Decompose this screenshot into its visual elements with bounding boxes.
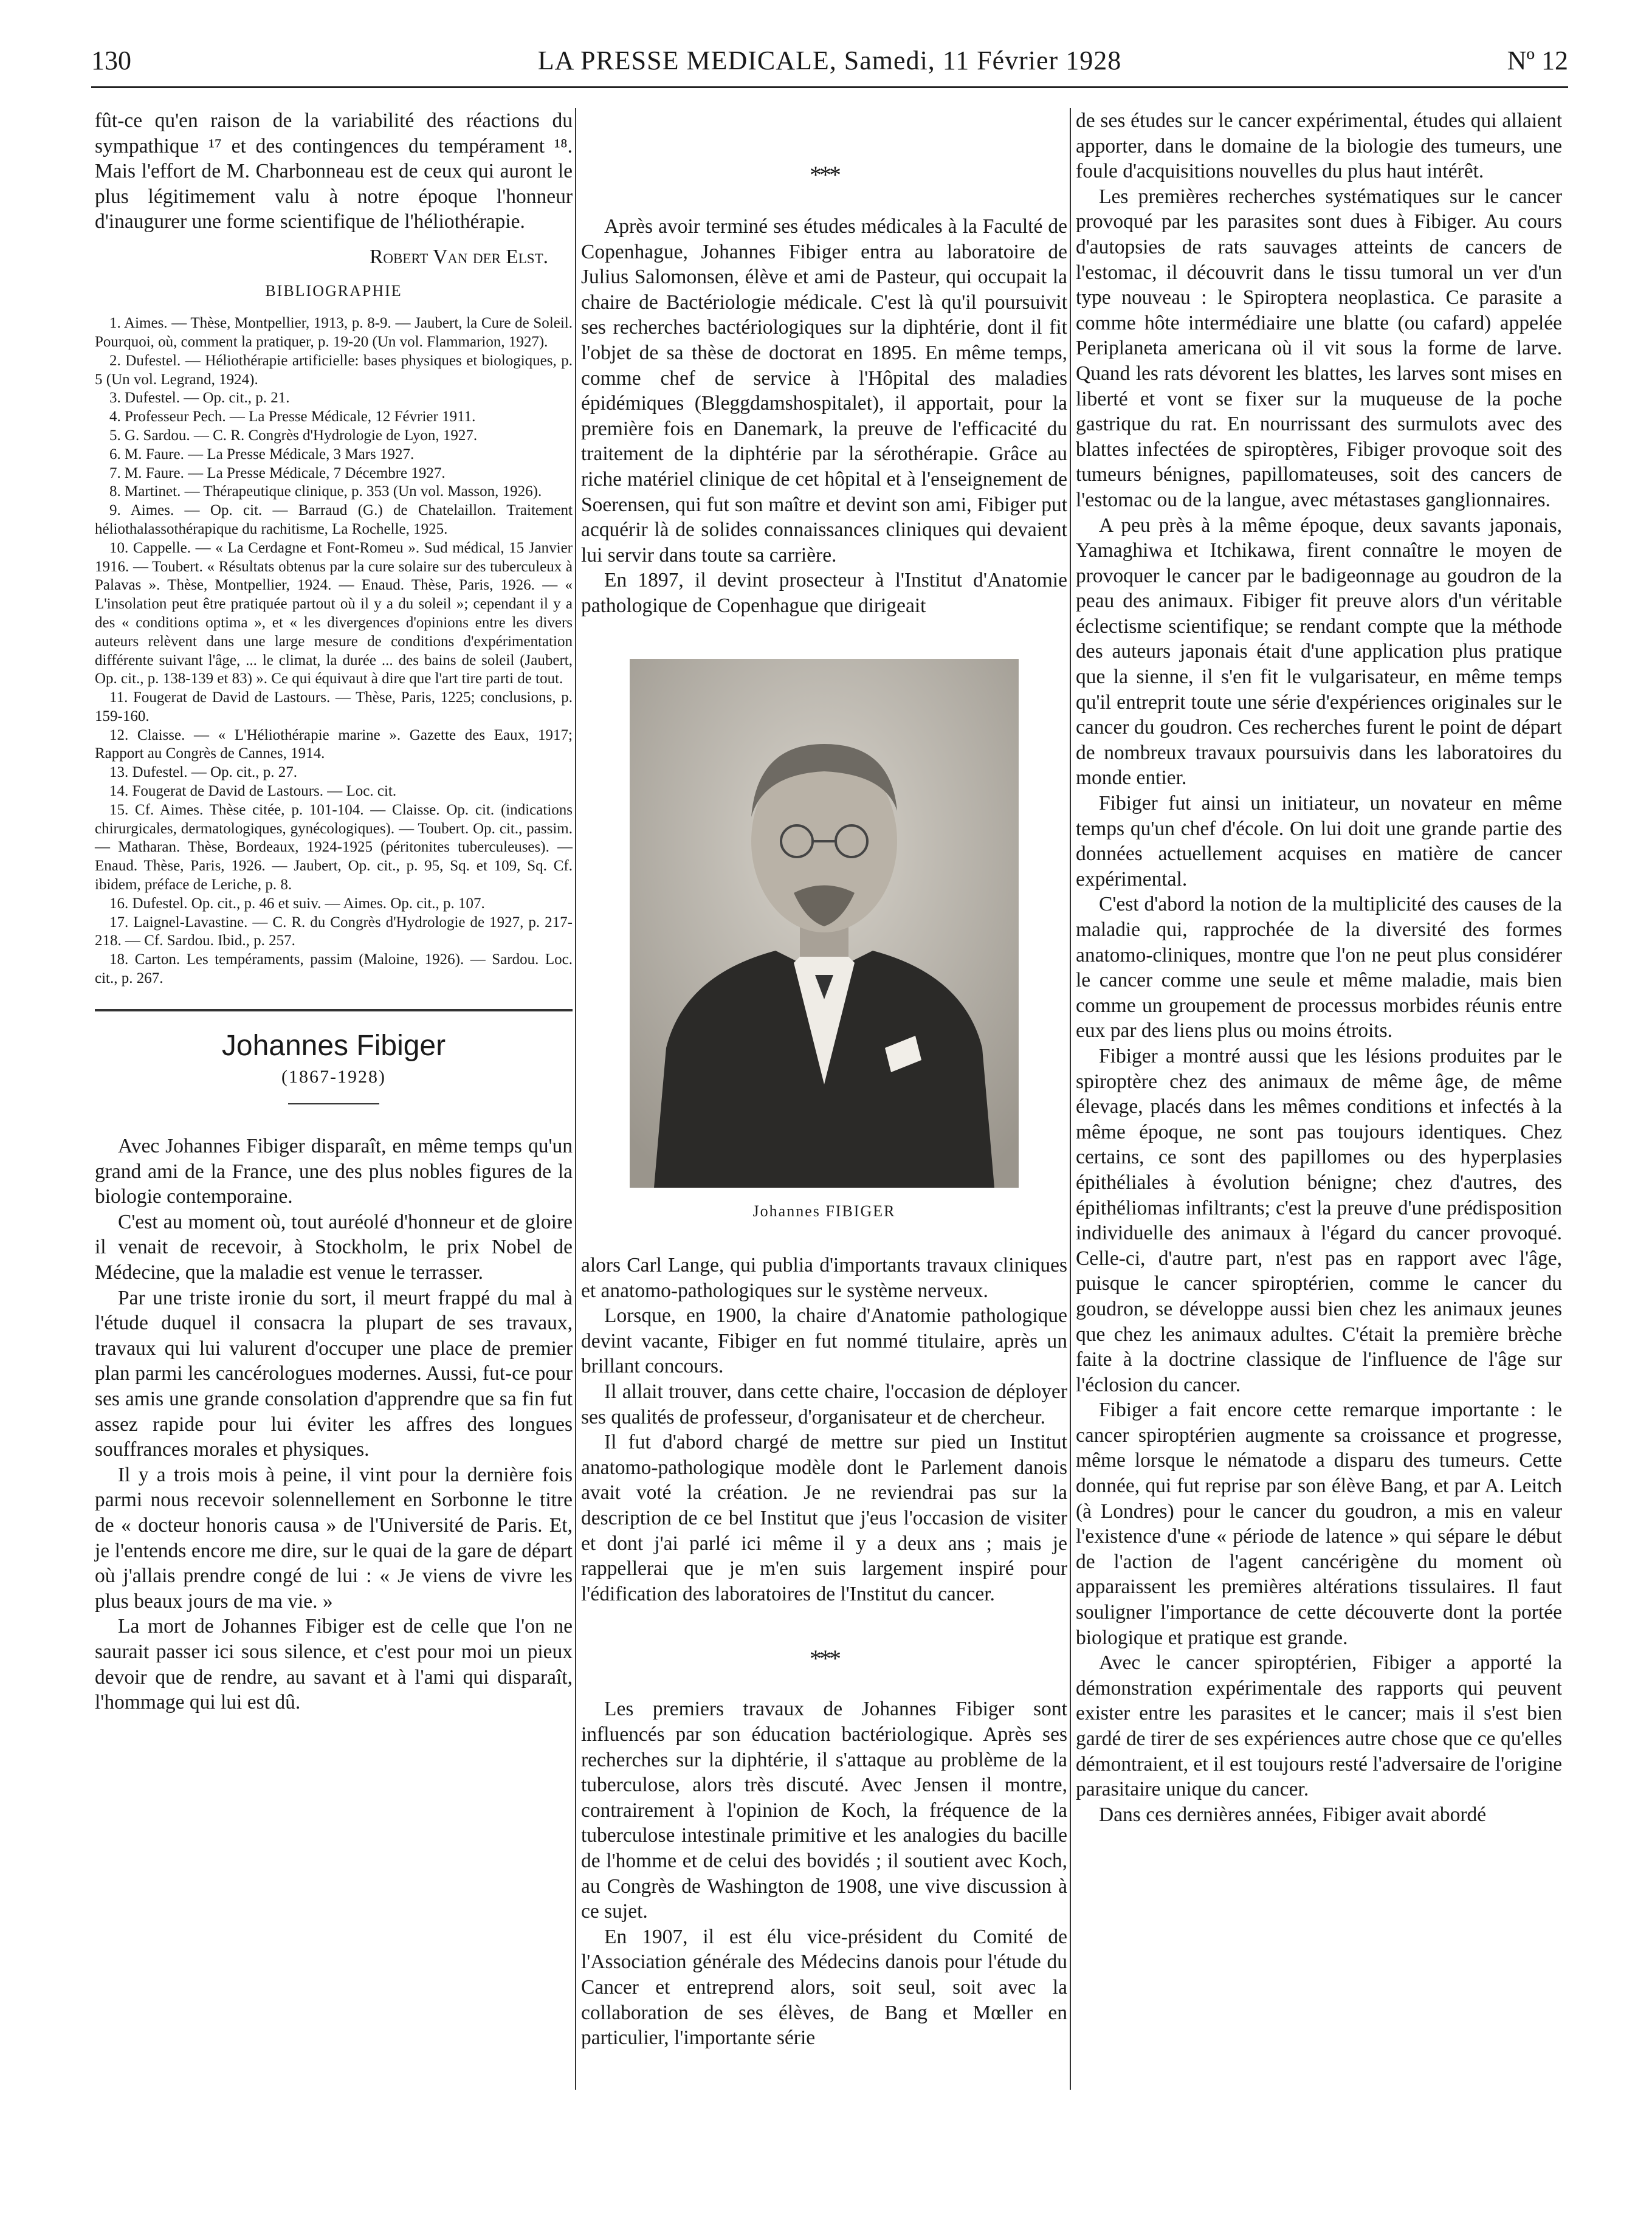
column-2	[581, 163, 1067, 2051]
paragraph: Avec le cancer spiroptérien, Fibiger a apporté la démonstration expérimentale des rapports qui peuvent exister entre les parasites et le cancer; mais il s'est bien gardé de tirer de ses expériences autre chose que ce qu'elles démontraient, et il est toujours resté l'adversaire de l'origine parasitaire unique du cancer.	[1076, 1651, 1562, 1801]
paragraph: En 1907, il est élu vice-président du Comité de l'Association générale des Médecins danois pour l'étude du Cancer et entreprend alors, soit seul, soit avec la collaboration de ses élèves, de Bang et Mœller en particulier, l'importante série	[581, 1925, 1067, 2050]
paragraph: Par une triste ironie du sort, il meurt frappé du mal à l'étude duquel il consacra la plupart de ses travaux, travaux qui lui valurent d'occuper une place de premier plan parmi les cancérologues modernes. Aussi, fut-ce pour ses amis une grande consolation d'apprendre que sa fin fut assez rapide pour lui éviter les affres des longues souffrances morales et physiques.	[95, 1286, 573, 1461]
paragraph: Lorsque, en 1900, la chaire d'Anatomie pathologique devint vacante, Fibiger en fut nommé titulaire, après un brillant concours.	[581, 1304, 1067, 1378]
paragraph: Il fut d'abord chargé de mettre sur pied un Institut anatomo-pathologique modèle dont le Parlement danois avait voté la création. Je ne reviendrai pas sur la description de ce bel Institut que j'eus l'occasion de visiter et dont j'ai parlé ici même il y a deux ans ; mais je rappellerai que je m'en suis largement inspiré pour l'édification des laboratoires de l'Institut du cancer.	[581, 1431, 1067, 1605]
page-header	[91, 45, 1568, 88]
paragraph: C'est au moment où, tout auréolé d'honneur et de gloire il venait de recevoir, à Stockholm, le prix Nobel de Médecine, que la maladie est venue le terrasser.	[95, 1210, 573, 1284]
paragraph: Fibiger fut ainsi un initiateur, un novateur en même temps qu'un chef d'école. On lui doit une grande partie des données actuellement acquises en matière de cancer expérimental.	[1076, 792, 1562, 890]
bib-entry: 1. Aimes. — Thèse, Montpellier, 1913, p. 8-9. — Jaubert, la Cure de Soleil. Pourquoi, où, comment la pratiquer, p. 19-20 (Un vol. Flammarion, 1927).	[95, 315, 573, 350]
bib-entry: 16. Dufestel. Op. cit., p. 46 et suiv. — Aimes. Op. cit., p. 107.	[109, 895, 485, 912]
photo-caption: Johannes FIBIGER	[752, 1202, 896, 1220]
portrait-photo	[630, 659, 1019, 1188]
column-3	[1076, 108, 1562, 1827]
bib-entry: 6. M. Faure. — La Presse Médicale, 3 Mars 1927.	[109, 446, 415, 463]
bib-entry: 7. M. Faure. — La Presse Médicale, 7 Décembre 1927.	[109, 464, 446, 481]
bib-entry: 11. Fougerat de David de Lastours. — Thèse, Paris, 1225; conclusions, p. 159-160.	[95, 689, 573, 725]
column-1	[95, 108, 573, 1715]
bib-entry: 17. Laignel-Lavastine. — C. R. du Congrès d'Hydrologie de 1927, p. 217-218. — Cf. Sardou. Ibid., p. 257.	[95, 914, 573, 949]
paragraph: En 1897, il devint prosecteur à l'Institut d'Anatomie pathologique de Copenhague que dirigeait	[581, 569, 1067, 617]
bib-entry: 4. Professeur Pech. — La Presse Médicale, 12 Février 1911.	[109, 408, 476, 425]
bib-entry: 12. Claisse. — « L'Héliothérapie marine ». Gazette des Eaux, 1917; Rapport au Congrès de Cannes, 1914.	[95, 726, 573, 762]
paragraph: alors Carl Lange, qui publia d'importants travaux cliniques et anatomo-pathologiques sur le système nerveux.	[581, 1254, 1067, 1302]
paragraph: A peu près à la même époque, deux savants japonais, Yamaghiwa et Itchikawa, firent connaître le moyen de provoquer le cancer par le badigeonnage au goudron de la peau des animaux. Fibiger fit preuve alors d'un véritable éclectisme scientifique; se rendant compte que la méthode des auteurs japonais était d'une application plus pratique que la sienne, il s'en fit le vulgarisateur, en même temps qu'il entreprit toute une série d'expériences originales sur le cancer du goudron. Ces recherches furent le point de départ de nombreux travaux poursuivis dans les laboratoires du monde entier.	[1076, 514, 1562, 790]
bib-entry: 3. Dufestel. — Op. cit., p. 21.	[109, 390, 290, 407]
page-number: 130	[91, 46, 131, 75]
bib-entry: 9. Aimes. — Op. cit. — Barraud (G.) de Chatelaillon. Traitement héliothalassothérapique du rachitisme, La Rochelle, 1925.	[95, 502, 573, 537]
section-asterism: ***	[810, 161, 839, 188]
paragraph: Les premières recherches systématiques sur le cancer provoqué par les parasites sont dues à Fibiger. Au cours d'autopsies de rats sauvages atteints de cancers de l'estomac, il découvrit dans le tissu tumoral un ver d'un type nouveau : le Spiroptera neoplastica. Ce parasite a comme hôte intermédiaire une blatte (ou cafard) appelée Periplaneta americana où il vit sous la forme de larve. Quand les rats dévorent les blattes, les larves sont mises en liberté et vont se fixer sur la muqueuse de la poche gastrique du rat. En nourrissant des surmulots avec des blattes infectées de spiroptères, Fibiger provoque soit des tumeurs bénignes, papillomateuses, soit des cancers de l'estomac ou de la langue, avec métastases ganglionnaires.	[1076, 185, 1562, 511]
paragraph: La mort de Johannes Fibiger est de celle que l'on ne saurait passer ici sous silence, et c'est pour moi un pieux devoir que de rendre, au savant et à l'ami qui disparaît, l'hommage qui lui est dû.	[95, 1615, 573, 1714]
section-rule	[95, 1009, 573, 1011]
article-dates: (1867-1928)	[281, 1067, 386, 1087]
bibliography	[95, 314, 573, 988]
header-rule	[91, 86, 1568, 88]
author-signature: Robert Van der Elst.	[369, 245, 548, 268]
paragraph: C'est d'abord la notion de la multiplicité des causes de la maladie qui, rapprochée de la diversité des formes anatomo-cliniques, montre que l'on ne peut plus considérer le cancer comme une seule et même maladie, mais bien comme un groupement de processus morbides réunis entre eux par des liens plus ou moins étroits.	[1076, 893, 1562, 1042]
paragraph: Fibiger a montré aussi que les lésions produites par le spiroptère chez des animaux de même âge, de même élevage, placés dans les mêmes conditions et infectés à la même époque, ne sont pas toujours identiques. Chez certains, ce sont des papillomes ou des hyperplasies épithéliales à évolution bénigne; chez d'autres, des épithéliomas infiltrants; c'est la preuve d'une prédisposition individuelle des animaux à l'égard du cancer provoqué. Celle-ci, d'autre part, n'est pas en rapport avec l'âge, puisque le cancer spiroptérien, comme le cancer du goudron, se développe aussi bien chez les animaux jeunes que chez les animaux adultes. C'était la première brèche faite à la doctrine classique de l'influence de l'âge sur l'éclosion du cancer.	[1076, 1044, 1562, 1396]
title-rule	[288, 1103, 379, 1104]
bib-entry: 5. G. Sardou. — C. R. Congrès d'Hydrologie de Lyon, 1927.	[109, 427, 478, 444]
paragraph: fût-ce qu'en raison de la variabilité des réactions du sympathique ¹⁷ et des contingences du tempérament ¹⁸. Mais l'effort de M. Charbonneau est de ceux qui auront le plus légitimement valu à notre époque l'honneur d'inaugurer une forme scientifique de l'héliothérapie.	[95, 109, 573, 233]
column-divider	[575, 108, 576, 2090]
section-asterism: ***	[810, 1645, 839, 1673]
paragraph: Dans ces dernières années, Fibiger avait abordé	[1099, 1803, 1487, 1826]
paragraph: Fibiger a fait encore cette remarque importante : le cancer spiroptérien augmente sa croissance et progresse, même lorsque le nématode a disparu des tumeurs. Cette donnée, qui fut reprise par son élève Bang, et par A. Leitch (à Londres) pour le cancer du goudron, a mis en valeur l'existence d'une « période de latence » qui sépare le début de l'action de l'agent cancérigène du moment où apparaissent les premières altérations tissulaires. Il faut souligner l'importance de cette découverte dont la portée biologique et pratique est grande.	[1076, 1399, 1562, 1649]
bib-entry: 13. Dufestel. — Op. cit., p. 27.	[109, 764, 297, 781]
paragraph: Les premiers travaux de Johannes Fibiger sont influencés par son éducation bactériologique. Après ses recherches sur la diphtérie, il s'attaque au problème de la tuberculose, alors très discuté. Avec Jensen il montre, contrairement à l'opinion de Koch, la fréquence de la tuberculose intestinale primitive et les analogies du bacille de l'homme et de celui des bovidés ; il soutient avec Koch, au Congrès de Washington de 1908, une vive discussion à ce sujet.	[581, 1698, 1067, 1923]
bibliography-heading: BIBLIOGRAPHIE	[265, 281, 402, 300]
bib-entry: 14. Fougerat de David de Lastours. — Loc. cit.	[109, 783, 397, 800]
paragraph: Il y a trois mois à peine, il vint pour la dernière fois parmi nous recevoir solennellement en Sorbonne le titre de « docteur honoris causa » de l'Université de Paris. Et, je l'entends encore me dire, sur le quai de la gare de départ où j'allais prendre congé de lui : « Je viens de vivre les plus beaux jours de ma vie. »	[95, 1463, 573, 1613]
bib-entry: 8. Martinet. — Thérapeutique clinique, p. 353 (Un vol. Masson, 1926).	[109, 483, 542, 500]
article-title: Johannes Fibiger	[221, 1029, 446, 1062]
journal-title: LA PRESSE MEDICALE, Samedi, 11 Février 1928	[537, 46, 1122, 75]
portrait-image	[630, 659, 1019, 1188]
paragraph: de ses études sur le cancer expérimental, études qui allaient apporter, dans le domaine de la biologie des tumeurs, une foule d'acquisitions nouvelles du plus haut intérêt.	[1076, 109, 1562, 183]
bib-entry: 2. Dufestel. — Héliothérapie artificielle: bases physiques et biologiques, p. 5 (Un vol. Legrand, 1924).	[95, 352, 573, 388]
paragraph: Après avoir terminé ses études médicales à la Faculté de Copenhague, Johannes Fibiger entra au laboratoire de Julius Salomonsen, élève et ami de Pasteur, qui occupait la chaire de Bactériologie médicale. C'est là qu'il poursuivit ses recherches bactériologiques sur la diphtérie, dont il fit l'objet de sa thèse de doctorat en 1895. En même temps, comme chef de service à l'Hôpital des maladies épidémiques (Bleggdamshospitalet), il apportait, pour la première fois en Danemark, la preuve de l'efficacité du traitement de la diphtérie par la sérothérapie. Grâce au riche matériel clinique de cet hôpital et à l'enseignement de Soerensen, qui fut son maître et devint son ami, Fibiger put acquérir là de solides connaissances cliniques qui devaient lui servir dans toute sa carrière.	[581, 215, 1067, 566]
issue-number: Nº 12	[1507, 46, 1568, 75]
paragraph: Avec Johannes Fibiger disparaît, en même temps qu'un grand ami de la France, une des plus nobles figures de la biologie contemporaine.	[95, 1135, 573, 1208]
bib-entry: 10. Cappelle. — « La Cerdagne et Font-Romeu ». Sud médical, 15 Janvier 1916. — Toubert. « Résultats obtenus par la cure solaire sur des tuberculeux à Palavas ». Thèse, Montpellier, 1924. — Enaud. Thèse, Paris, 1926. — « L'insolation peut être pratiquée partout où il y a du soleil »; cependant il y a des « conditions optima », et « les divergences d'opinions entre les divers auteurs relèvent dans une large mesure de conditions d'expérimentation différente suivant l'âge, ... le climat, la durée ... des bains de soleil (Jaubert, Op. cit., p. 138-139 et 83) ». Ce qui équivaut à dire que l'art tire parti de tout.	[95, 539, 573, 687]
paragraph: Il allait trouver, dans cette chaire, l'occasion de déployer ses qualités de professeur, d'organisateur et de chercheur.	[581, 1380, 1067, 1428]
bib-entry: 18. Carton. Les tempéraments, passim (Maloine, 1926). — Sardou. Loc. cit., p. 267.	[95, 951, 573, 987]
column-divider	[1070, 108, 1071, 2090]
bib-entry: 15. Cf. Aimes. Thèse citée, p. 101-104. — Claisse. Op. cit. (indications chirurgicales, dermatologiques, gynécologiques). — Toubert. Op. cit., passim. — Matharan. Thèse, Bordeaux, 1924-1925 (péritonites tuberculeuses). — Enaud. Thèse, Paris, 1926. — Jaubert, Op. cit., p. 95, Sq. et 109, Sq. Cf. ibidem, préface de Leriche, p. 8.	[95, 801, 573, 894]
